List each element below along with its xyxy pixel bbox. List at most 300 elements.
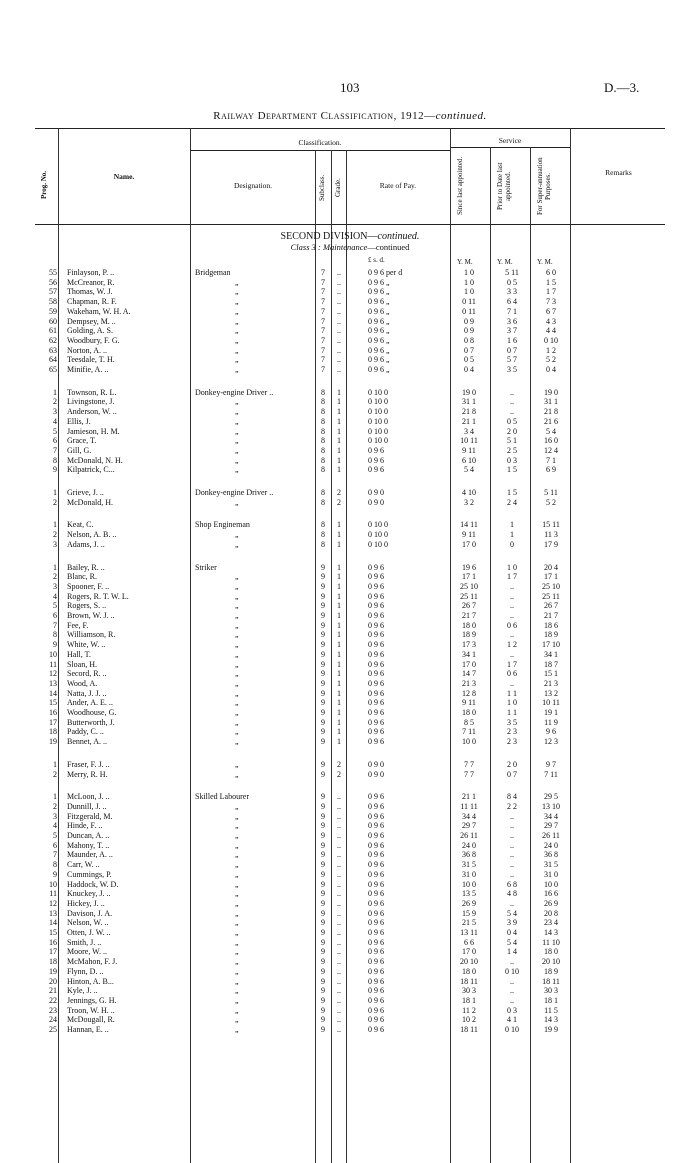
designation-cell: „ xyxy=(235,717,239,727)
service-superannuation-cell: 31 0 xyxy=(544,869,558,879)
rate-of-pay-cell: 0 10 0 xyxy=(368,436,388,446)
prog-no-cell: 5 xyxy=(53,601,57,611)
designation-cell: „ xyxy=(235,297,239,307)
designation-cell: „ xyxy=(235,465,239,475)
service-header: Service xyxy=(498,136,522,145)
rate-of-pay-cell: 0 9 6 xyxy=(368,611,384,620)
service-prior-cell: 5 7 xyxy=(507,355,517,365)
service-superannuation-cell: 15 1 xyxy=(544,669,558,679)
service-since-last-cell: 10 11 xyxy=(460,436,478,446)
subclass-cell: 9 xyxy=(321,591,325,601)
service-superannuation-cell: 26 9 xyxy=(544,898,558,908)
service-since-last-cell: 26 9 xyxy=(462,898,476,908)
name-cell: McCreanor, R. xyxy=(67,277,115,287)
service-since-last-cell: 9 11 xyxy=(462,698,476,708)
table-row xyxy=(0,407,700,417)
grade-cell: .. xyxy=(337,976,341,986)
subclass-cell: 7 xyxy=(321,277,325,287)
service-prior-cell: .. xyxy=(510,821,514,831)
service-superannuation-cell: 13 10 xyxy=(542,801,560,811)
service-prior-cell: 2 2 xyxy=(507,801,517,811)
service-since-last-cell: 0 5 xyxy=(464,355,474,365)
prior-units: Y. M. xyxy=(497,258,513,266)
service-superannuation-cell: 16 6 xyxy=(544,889,558,899)
table-row xyxy=(0,436,700,446)
grade-cell: .. xyxy=(337,792,341,802)
service-prior-cell: 0 6 xyxy=(507,669,517,679)
designation-cell: „ xyxy=(235,407,239,417)
grade-cell: .. xyxy=(337,947,341,957)
rate-of-pay-cell: 0 9 6 xyxy=(368,937,384,947)
table-row xyxy=(0,640,700,650)
subclass-cell: 9 xyxy=(321,947,325,957)
service-prior-cell: 0 7 xyxy=(507,769,517,779)
name-cell: Thomas, W. J. xyxy=(67,287,113,297)
service-since-last-cell: 9 11 xyxy=(462,530,476,540)
name-cell: Paddy, C. .. xyxy=(67,727,104,737)
name-cell: Keat, C. xyxy=(67,520,94,530)
table-row xyxy=(0,889,700,899)
name-cell: Secord, R. .. xyxy=(67,669,107,679)
service-prior-cell: .. xyxy=(510,397,514,407)
prog-no-cell: 4 xyxy=(53,416,57,426)
name-cell: Mahony, T. .. xyxy=(67,840,110,850)
rate-of-pay-cell: 0 9 6 „ xyxy=(368,287,390,297)
service-since-last-cell: 0 9 xyxy=(464,326,474,336)
name-cell: Woodhouse, G. xyxy=(67,708,117,717)
service-since-last-cell: 0 8 xyxy=(464,335,474,345)
service-since-last-cell: 31 5 xyxy=(462,860,476,870)
subclass-cell: 9 xyxy=(321,821,325,831)
service-since-last-cell: 1 0 xyxy=(464,268,474,277)
service-prior-cell: .. xyxy=(510,581,514,591)
service-since-last-cell: 21 7 xyxy=(462,611,476,620)
designation-cell: „ xyxy=(235,850,239,860)
subclass-cell: 9 xyxy=(321,918,325,928)
prog-no-cell: 21 xyxy=(49,986,57,996)
service-superannuation-cell: 17 1 xyxy=(544,572,558,582)
service-prior-cell: 1 5 xyxy=(507,465,517,475)
table-row xyxy=(0,520,700,530)
service-since-last-cell: 1 0 xyxy=(464,287,474,297)
service-superannuation-cell: 21 8 xyxy=(544,407,558,417)
classification-header: Classification. xyxy=(298,138,342,147)
subclass-cell: 9 xyxy=(321,928,325,937)
subclass-cell: 8 xyxy=(321,407,325,417)
service-prior-cell: .. xyxy=(510,387,514,397)
subclass-cell: 8 xyxy=(321,397,325,407)
service-superannuation-cell: 6 0 xyxy=(546,268,556,277)
grade-cell: 1 xyxy=(337,688,341,698)
service-superannuation-cell: 20 10 xyxy=(542,957,560,967)
service-since-last-cell: 20 10 xyxy=(460,957,478,967)
subclass-cell: 9 xyxy=(321,976,325,986)
service-prior-cell: 2 0 xyxy=(507,426,517,436)
grade-cell: .. xyxy=(337,1005,341,1015)
service-superannuation-cell: 4 4 xyxy=(546,326,556,336)
name-cell: Jamieson, H. M. xyxy=(67,426,120,436)
subclass-cell: 9 xyxy=(321,898,325,908)
subclass-cell: 9 xyxy=(321,792,325,802)
name-cell: Golding, A. S. xyxy=(67,326,114,336)
rate-of-pay-cell: 0 9 6 xyxy=(368,966,384,976)
prog-no-cell: 64 xyxy=(49,355,57,365)
service-prior-cell: 0 3 xyxy=(507,1005,517,1015)
table-row xyxy=(0,336,700,346)
grade-cell: 1 xyxy=(337,416,341,426)
name-cell: Bennet, A. .. xyxy=(67,737,107,747)
table-row xyxy=(0,679,700,689)
designation-cell: „ xyxy=(235,345,239,355)
subclass-cell: 7 xyxy=(321,297,325,307)
grade-cell: 1 xyxy=(337,520,341,530)
designation-cell: „ xyxy=(235,769,239,779)
designation-cell: „ xyxy=(235,986,239,996)
rate-of-pay-cell: 0 9 6 „ xyxy=(368,326,390,336)
service-superannuation-cell: 18 9 xyxy=(544,630,558,640)
service-prior-cell: 3 6 xyxy=(507,316,517,326)
table-row xyxy=(0,860,700,870)
name-cell: Wakeham, W. H. A. xyxy=(67,306,131,316)
name-cell: Kyle, J. .. xyxy=(67,986,98,996)
service-superannuation-cell: 20 8 xyxy=(544,908,558,918)
rate-of-pay-cell: 0 9 6 xyxy=(368,792,384,802)
prog-no-cell: 1 xyxy=(53,520,57,530)
prog-no-cell: 7 xyxy=(53,850,57,860)
designation-cell: „ xyxy=(235,397,239,407)
name-cell: Anderson, W. .. xyxy=(67,407,117,417)
service-superannuation-cell: 1 5 xyxy=(546,277,556,287)
service-since-last-cell: 21 1 xyxy=(462,416,476,426)
table-row xyxy=(0,1015,700,1025)
designation-cell: „ xyxy=(235,426,239,436)
name-cell: Knuckey, J. .. xyxy=(67,889,111,899)
service-superannuation-cell: 19 0 xyxy=(544,387,558,397)
rate-of-pay-cell: 0 9 6 xyxy=(368,918,384,928)
service-superannuation-cell: 6 7 xyxy=(546,306,556,316)
grade-cell: .. xyxy=(337,1025,341,1034)
rate-of-pay-cell: 0 9 6 xyxy=(368,928,384,937)
grade-cell: 1 xyxy=(337,581,341,591)
subclass-cell: 9 xyxy=(321,966,325,976)
rate-of-pay-cell: 0 9 6 per d xyxy=(368,268,403,277)
service-superannuation-cell: 7 11 xyxy=(544,769,558,779)
grade-cell: .. xyxy=(337,957,341,967)
designation-cell: „ xyxy=(235,416,239,426)
designation-cell: „ xyxy=(235,908,239,918)
subclass-cell: 9 xyxy=(321,659,325,669)
designation-cell: „ xyxy=(235,688,239,698)
rate-of-pay-cell: 0 9 6 xyxy=(368,1015,384,1025)
service-prior-cell: 7 1 xyxy=(507,306,517,316)
service-superannuation-cell: 18 11 xyxy=(542,976,560,986)
service-superannuation-cell: 18 6 xyxy=(544,620,558,630)
table-row xyxy=(0,582,700,592)
prog-no-cell: 8 xyxy=(53,860,57,870)
grade-cell: 1 xyxy=(337,708,341,717)
name-cell: Carr, W. .. xyxy=(67,860,100,870)
designation-cell: „ xyxy=(235,831,239,840)
grade-cell: .. xyxy=(337,869,341,879)
subclass-cell: 8 xyxy=(321,539,325,549)
designation-cell: Bridgeman xyxy=(195,268,231,277)
designation-cell: „ xyxy=(235,821,239,831)
service-superannuation-cell: 18 0 xyxy=(544,947,558,957)
service-since-last-cell: 7 11 xyxy=(462,727,476,737)
service-since-last-cell: 0 4 xyxy=(464,365,474,374)
service-prior-cell: 0 xyxy=(510,539,514,549)
service-superannuation-cell: 9 7 xyxy=(546,759,556,769)
rate-of-pay-cell: 0 9 6 xyxy=(368,649,384,659)
designation-cell: „ xyxy=(235,659,239,669)
subclass-cell: 7 xyxy=(321,365,325,374)
name-cell: Flynn, D. .. xyxy=(67,966,104,976)
name-cell: Fitzgerald, M. xyxy=(67,811,113,821)
prog-no-cell: 1 xyxy=(53,562,57,572)
service-prior-cell: 6 4 xyxy=(507,297,517,307)
designation-cell: „ xyxy=(235,611,239,620)
service-since-last-cell: 29 7 xyxy=(462,821,476,831)
prog-no-cell: 2 xyxy=(53,397,57,407)
subclass-cell: 9 xyxy=(321,640,325,650)
table-row xyxy=(0,660,700,670)
subclass-cell: 8 xyxy=(321,455,325,465)
table-row xyxy=(0,957,700,967)
service-since-last-cell: 17 0 xyxy=(462,539,476,549)
title-main: Railway Department Classification, 1912— xyxy=(213,110,436,122)
name-cell: Troon, W. H. .. xyxy=(67,1005,115,1015)
subclass-cell: 9 xyxy=(321,811,325,821)
prog-no-cell: 5 xyxy=(53,426,57,436)
name-cell: Grace, T. xyxy=(67,436,97,446)
name-cell: Norton, A. .. xyxy=(67,345,107,355)
grade-cell: .. xyxy=(337,860,341,870)
grade-cell: .. xyxy=(337,966,341,976)
since-last-units: Y. M. xyxy=(457,258,473,266)
name-cell: Adams, J. .. xyxy=(67,539,105,549)
designation-cell: „ xyxy=(235,326,239,336)
service-prior-cell: 5 11 xyxy=(505,268,519,277)
grade-cell: .. xyxy=(337,986,341,996)
table-row xyxy=(0,427,700,437)
rate-of-pay-cell: 0 9 6 xyxy=(368,879,384,889)
prog-no-cell: 2 xyxy=(53,497,57,507)
service-prior-cell: .. xyxy=(510,860,514,870)
table-row xyxy=(0,986,700,996)
prog-no-cell: 62 xyxy=(49,335,57,345)
name-cell: Duncan, A. .. xyxy=(67,831,110,840)
prog-no-cell: 15 xyxy=(49,928,57,937)
grade-cell: 2 xyxy=(337,759,341,769)
table-row xyxy=(0,417,700,427)
designation-cell: „ xyxy=(235,918,239,928)
name-cell: Otten, J. W. .. xyxy=(67,928,111,937)
subclass-cell: 9 xyxy=(321,581,325,591)
service-prior-cell: 6 8 xyxy=(507,879,517,889)
prog-no-cell: 11 xyxy=(49,889,57,899)
table-row xyxy=(0,355,700,365)
prog-no-cell: 2 xyxy=(53,572,57,582)
subclass-cell: 8 xyxy=(321,530,325,540)
name-cell: Blanc, R. xyxy=(67,572,97,582)
designation-cell: Shop Engineman xyxy=(195,520,250,530)
table-row xyxy=(0,530,700,540)
table-row xyxy=(0,928,700,938)
rate-of-pay-cell: 0 9 6 xyxy=(368,957,384,967)
service-prior-cell: 5 4 xyxy=(507,908,517,918)
rate-of-pay-cell: 0 10 0 xyxy=(368,539,388,549)
subclass-cell: 9 xyxy=(321,860,325,870)
name-cell: Wood, A. xyxy=(67,678,98,688)
name-cell: Townson, R. L. xyxy=(67,387,117,397)
prog-no-cell: 1 xyxy=(53,759,57,769)
rate-of-pay-cell: 0 9 6 xyxy=(368,986,384,996)
subclass-cell: 9 xyxy=(321,698,325,708)
prog-no-cell: 8 xyxy=(53,455,57,465)
service-since-last-cell: 17 0 xyxy=(462,947,476,957)
subclass-cell: 9 xyxy=(321,759,325,769)
name-cell: Maunder, A. .. xyxy=(67,850,113,860)
name-cell: Dunnill, J. .. xyxy=(67,801,107,811)
prog-no-cell: 14 xyxy=(49,918,57,928)
name-cell: Spooner, F. .. xyxy=(67,581,110,591)
table-row xyxy=(0,268,700,278)
designation-cell: „ xyxy=(235,445,239,455)
subclass-cell: 9 xyxy=(321,937,325,947)
grade-cell: .. xyxy=(337,879,341,889)
service-superannuation-cell: 30 3 xyxy=(544,986,558,996)
grade-cell: .. xyxy=(337,335,341,345)
subclass-cell: 9 xyxy=(321,995,325,1005)
service-since-last-cell: 13 5 xyxy=(462,889,476,899)
service-since-last-cell: 21 1 xyxy=(462,792,476,802)
name-cell: Smith, J. .. xyxy=(67,937,102,947)
grade-cell: .. xyxy=(337,898,341,908)
table-row xyxy=(0,737,700,747)
service-prior-cell: 0 10 xyxy=(505,1025,519,1034)
name-cell: Williamson, R. xyxy=(67,630,116,640)
table-row xyxy=(0,397,700,407)
service-prior-cell: .. xyxy=(510,811,514,821)
name-cell: Hinde, F. .. xyxy=(67,821,103,831)
subclass-cell: 9 xyxy=(321,611,325,620)
grade-cell: 1 xyxy=(337,572,341,582)
prog-no-cell: 25 xyxy=(49,1025,57,1034)
subclass-cell: 7 xyxy=(321,345,325,355)
service-prior-cell: .. xyxy=(510,649,514,659)
service-prior-cell: 0 3 xyxy=(507,455,517,465)
service-superannuation-cell: 18 9 xyxy=(544,966,558,976)
name-cell: McDonald, N. H. xyxy=(67,455,123,465)
grade-cell: 1 xyxy=(337,669,341,679)
name-cell: Rogers, R. T. W. L. xyxy=(67,591,129,601)
service-since-last-cell: 12 8 xyxy=(462,688,476,698)
subclass-header: Subclass. xyxy=(318,174,326,201)
name-cell: Kilpatrick, C... xyxy=(67,465,115,475)
super-units: Y. M. xyxy=(537,258,553,266)
rate-of-pay-cell: 0 10 0 xyxy=(368,520,388,530)
subclass-cell: 9 xyxy=(321,879,325,889)
designation-cell: „ xyxy=(235,678,239,688)
grade-cell: .. xyxy=(337,850,341,860)
prog-no-cell: 6 xyxy=(53,436,57,446)
class-name: Maintenance xyxy=(322,242,368,252)
service-since-last-cell: 30 3 xyxy=(462,986,476,996)
subclass-cell: 9 xyxy=(321,1025,325,1034)
prog-no-cell: 9 xyxy=(53,465,57,475)
page-title xyxy=(0,110,700,122)
grade-cell: .. xyxy=(337,268,341,277)
prog-no-cell: 55 xyxy=(49,268,57,277)
rate-of-pay-cell: 0 9 6 xyxy=(368,737,384,747)
rate-of-pay-cell: 0 9 6 xyxy=(368,947,384,957)
service-since-last-cell: 0 9 xyxy=(464,316,474,326)
class-cont: —continued xyxy=(367,242,410,252)
service-prior-cell: 1 2 xyxy=(507,640,517,650)
subclass-cell: 9 xyxy=(321,601,325,611)
grade-cell: .. xyxy=(337,345,341,355)
subclass-cell: 9 xyxy=(321,1005,325,1015)
service-superannuation-cell: 19 1 xyxy=(544,708,558,717)
service-since-last-cell: 5 4 xyxy=(464,465,474,475)
service-superannuation-cell: 17 9 xyxy=(544,539,558,549)
table-row xyxy=(0,727,700,737)
rate-of-pay-cell: 0 9 6 xyxy=(368,898,384,908)
designation-cell: „ xyxy=(235,1005,239,1015)
prog-no-cell: 12 xyxy=(49,669,57,679)
grade-cell: .. xyxy=(337,928,341,937)
grade-cell: .. xyxy=(337,287,341,297)
designation-cell: „ xyxy=(235,957,239,967)
service-since-last-cell: 21 3 xyxy=(462,678,476,688)
rate-of-pay-cell: 0 10 0 xyxy=(368,397,388,407)
service-prior-cell: .. xyxy=(510,678,514,688)
rate-of-pay-cell: 0 9 6 xyxy=(368,821,384,831)
page-number: 103 xyxy=(340,80,360,95)
subclass-cell: 9 xyxy=(321,727,325,737)
prog-no-cell: 9 xyxy=(53,869,57,879)
rate-of-pay-cell: 0 9 6 „ xyxy=(368,355,390,365)
table-row xyxy=(0,317,700,327)
service-prior-cell: .. xyxy=(510,850,514,860)
rate-of-pay-cell: 0 9 6 xyxy=(368,831,384,840)
service-superannuation-cell: 20 4 xyxy=(544,562,558,572)
name-cell: Jennings, G. H. xyxy=(67,995,117,1005)
prog-no-cell: 5 xyxy=(53,831,57,840)
prog-no-cell: 7 xyxy=(53,445,57,455)
service-prior-cell: 1 1 xyxy=(507,688,517,698)
designation-cell: „ xyxy=(235,879,239,889)
designation-cell: „ xyxy=(235,976,239,986)
service-superannuation-cell: 14 3 xyxy=(544,1015,558,1025)
designation-cell: „ xyxy=(235,1025,239,1034)
subclass-cell: 9 xyxy=(321,801,325,811)
subclass-cell: 8 xyxy=(321,465,325,475)
rate-of-pay-cell: 0 9 6 xyxy=(368,801,384,811)
document-reference: D.—3. xyxy=(604,80,640,95)
table-row xyxy=(0,650,700,660)
prog-no-cell: 2 xyxy=(53,769,57,779)
service-prior-cell: .. xyxy=(510,898,514,908)
service-since-last-cell: 17 1 xyxy=(462,572,476,582)
designation-cell: Striker xyxy=(195,562,217,572)
grade-cell: 1 xyxy=(337,601,341,611)
table-row xyxy=(0,456,700,466)
table-row xyxy=(0,365,700,375)
prog-no-cell: 3 xyxy=(53,407,57,417)
grade-cell: .. xyxy=(337,1015,341,1025)
superannuation-header: For Super-annuation Purposes. xyxy=(536,157,552,215)
